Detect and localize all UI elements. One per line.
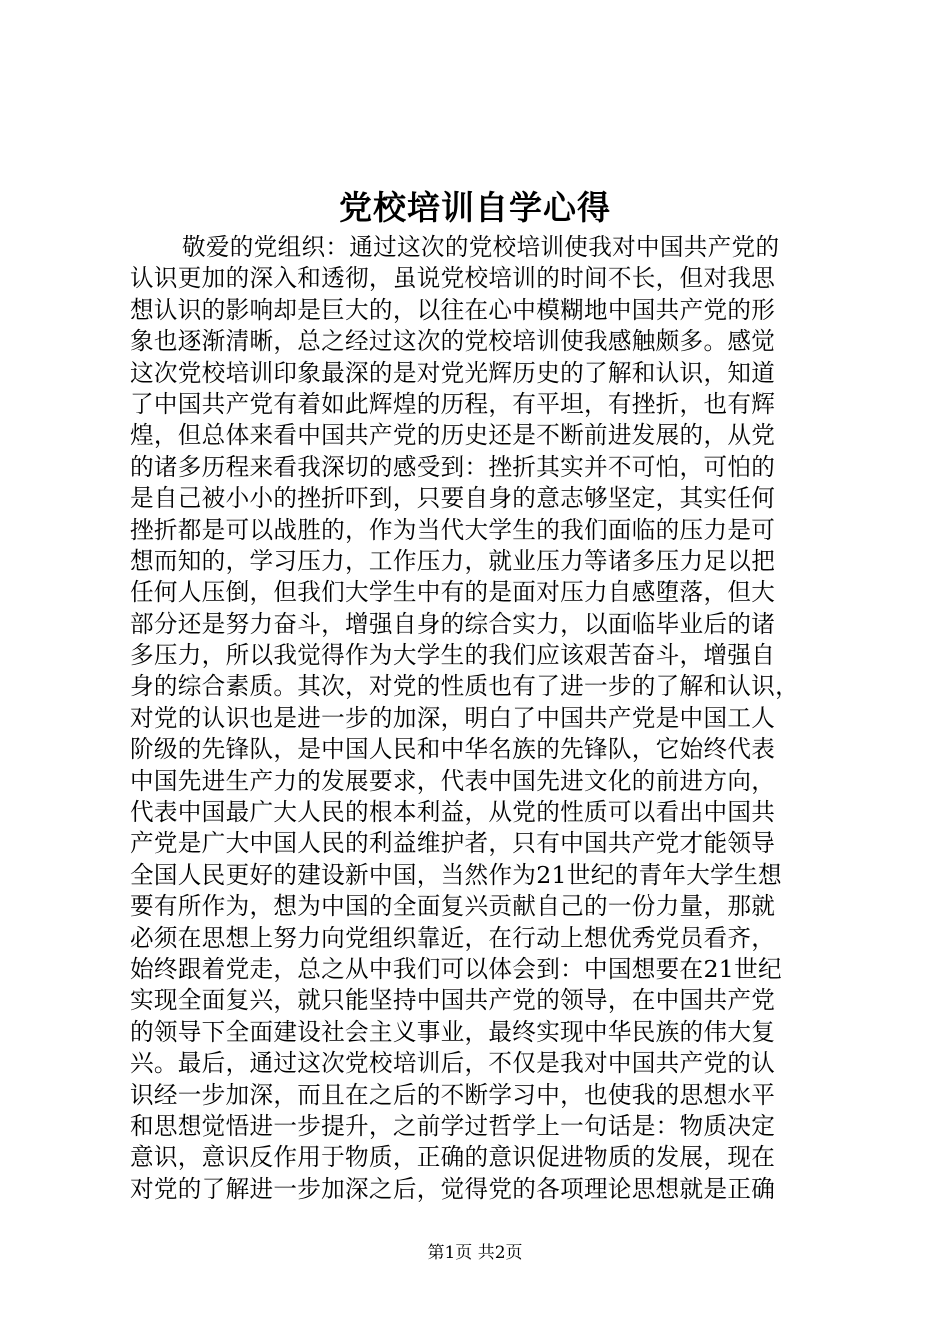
page-number-footer: 第1页 共2页 [427, 1243, 523, 1263]
text-line: 想认识的影响却是巨大的，以往在心中模糊地中国共产党的形 [130, 295, 776, 324]
text-line: 代表中国最广大人民的根本利益，从党的性质可以看出中国共 [130, 798, 776, 827]
text-line: 识经一步加深，而且在之后的不断学习中，也使我的思想水平 [130, 1080, 776, 1109]
text-line: 意识，意识反作用于物质，正确的意识促进物质的发展，现在 [130, 1143, 776, 1172]
text-line: 的领导下全面建设社会主义事业，最终实现中华民族的伟大复 [130, 1017, 776, 1046]
text-line: 全国人民更好的建设新中国，当然作为21世纪的青年大学生想 [130, 860, 782, 889]
text-line: 煌，但总体来看中国共产党的历史还是不断前进发展的，从党 [130, 421, 776, 450]
text-line: 任何人压倒，但我们大学生中有的是面对压力自感堕落，但大 [130, 578, 776, 607]
text-line: 兴。最后，通过这次党校培训后，不仅是我对中国共产党的认 [130, 1049, 776, 1078]
text-line: 部分还是努力奋斗，增强自身的综合实力，以面临毕业后的诸 [130, 609, 776, 638]
text-line: 挫折都是可以战胜的，作为当代大学生的我们面临的压力是可 [130, 515, 776, 544]
text-line: 象也逐渐清晰，总之经过这次的党校培训使我感触颇多。感觉 [130, 327, 776, 356]
text-line: 产党是广大中国人民的利益维护者，只有中国共产党才能领导 [130, 829, 776, 858]
text-line: 要有所作为，想为中国的全面复兴贡献自己的一份力量，那就 [130, 892, 776, 921]
text-line: 对党的了解进一步加深之后，觉得党的各项理论思想就是正确 [130, 1174, 776, 1203]
text-line: 实现全面复兴，就只能坚持中国共产党的领导，在中国共产党 [130, 986, 776, 1015]
text-line: 身的综合素质。其次，对党的性质也有了进一步的了解和认识， [130, 672, 800, 701]
text-line: 是自己被小小的挫折吓到，只要自身的意志够坚定，其实任何 [130, 484, 776, 513]
page-title: 党校培训自学心得 [339, 188, 611, 227]
text-line: 对党的认识也是进一步的加深，明白了中国共产党是中国工人 [130, 703, 776, 732]
text-line: 阶级的先锋队，是中国人民和中华名族的先锋队，它始终代表 [130, 735, 776, 764]
body-paragraph [130, 232, 835, 1205]
text-line: 敬爱的党组织：通过这次的党校培训使我对中国共产党的 [182, 233, 780, 261]
text-line: 和思想觉悟进一步提升，之前学过哲学上一句话是：物质决定 [130, 1111, 776, 1140]
text-line: 想而知的，学习压力，工作压力，就业压力等诸多压力足以把 [130, 546, 776, 575]
text-line: 了中国共产党有着如此辉煌的历程，有平坦，有挫折，也有辉 [130, 389, 776, 418]
text-line: 必须在思想上努力向党组织靠近，在行动上想优秀党员看齐， [130, 923, 776, 952]
text-line: 这次党校培训印象最深的是对党光辉历史的了解和认识，知道 [130, 358, 776, 387]
text-line: 多压力，所以我觉得作为大学生的我们应该艰苦奋斗，增强自 [130, 641, 776, 670]
text-line: 认识更加的深入和透彻，虽说党校培训的时间不长，但对我思 [130, 264, 776, 293]
text-line: 的诸多历程来看我深切的感受到：挫折其实并不可怕，可怕的 [130, 452, 776, 481]
text-line: 始终跟着党走，总之从中我们可以体会到：中国想要在21世纪 [130, 954, 782, 983]
text-line: 中国先进生产力的发展要求，代表中国先进文化的前进方向， [130, 766, 776, 795]
